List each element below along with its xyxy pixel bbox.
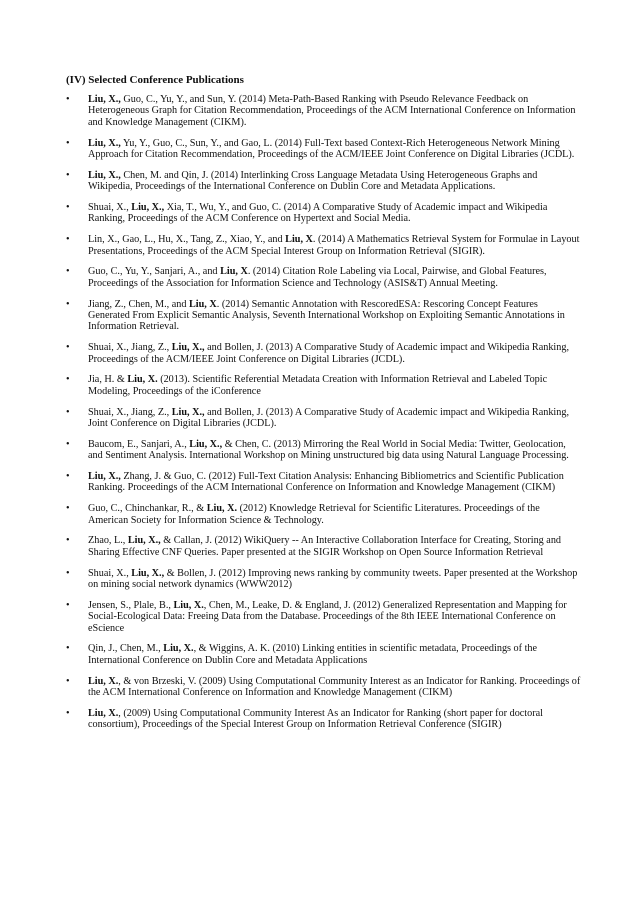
publication-item	[66, 600, 581, 634]
publication-text	[88, 471, 564, 493]
author-highlight: Liu, X.,	[171, 406, 205, 418]
publication-text	[88, 708, 543, 730]
publication-text	[88, 202, 547, 224]
author-highlight: Liu, X.	[163, 643, 194, 655]
publication-text	[88, 299, 565, 333]
citation-text: Lin, X., Gao, L., Hu, X., Tang, Z., Xiao, Y., and	[88, 234, 286, 246]
bullet-icon: •	[66, 503, 70, 515]
author-highlight: Liu, X.,	[131, 202, 165, 214]
publication-item	[66, 374, 581, 397]
publication-item	[66, 471, 581, 494]
citation-text: & Callan, J. (2012) WikiQuery -- An Interactive Collaboration Interface for Creating, Storing and Sharing Effective CNF Queries. Paper presented at the SIGIR Workshop on Open Source Information Retrieval	[88, 535, 562, 558]
publication-item	[66, 202, 581, 225]
author-highlight: Liu, X.,	[131, 567, 165, 579]
publication-text	[88, 170, 537, 192]
author-highlight: Liu, X.,	[127, 535, 161, 547]
citation-text: & Bollen, J. (2012) Improving news ranking by community tweets. Paper presented at the Workshop on mining social network dynamics (WWW2012)	[88, 567, 578, 591]
bullet-icon: •	[66, 94, 70, 105]
author-highlight: Liu, X.	[88, 707, 119, 719]
citation-text: & Chen, C. (2013) Mirroring the Real World in Social Media: Twitter, Geolocation, and Sentiment Analysis. International Workshop on Mining unstructured big data using Natural Language Processing.	[88, 438, 569, 462]
author-highlight: Liu, X.,	[171, 342, 205, 354]
author-highlight: Liu, X.,	[88, 471, 121, 483]
bullet-icon: •	[66, 535, 70, 547]
bullet-icon: •	[66, 202, 70, 214]
bullet-icon: •	[66, 599, 70, 611]
bullet-icon: •	[66, 707, 70, 719]
publication-item	[66, 234, 581, 257]
bullet-icon: •	[66, 137, 70, 149]
citation-text: Xia, T., Wu, Y., and Guo, C. (2014) A Comparative Study of Academic impact and Wikipedia Ranking, Proceedings of the ACM Conference on Hypertext and Social Media.	[88, 202, 548, 225]
citation-text: Jiang, Z., Chen, M., and	[88, 298, 190, 310]
author-highlight: Liu, X	[285, 234, 313, 246]
citation-text: (2013). Scientific Referential Metadata Creation with Information Retrieval and Labeled Topic Modeling, Proceedings of the iConference	[88, 374, 548, 397]
author-highlight: Liu, X.,	[88, 169, 121, 181]
author-highlight: Liu, X	[189, 298, 217, 310]
citation-text: and Bollen, J. (2013) A Comparative Study of Academic impact and Wikipedia Ranking, Joint Conference on Digital Libraries (JCDL).	[88, 406, 569, 430]
citation-text: Baucom, E., Sanjari, A.,	[88, 438, 190, 450]
publication-item	[66, 266, 581, 289]
bullet-icon: •	[66, 643, 70, 655]
publication-text	[88, 535, 561, 557]
bullet-icon: •	[66, 342, 70, 354]
author-highlight: Liu, X.	[206, 503, 238, 515]
publication-text	[88, 138, 574, 160]
citation-text: Yu, Y., Guo, C., Sun, Y., and Gao, L. (2014) Full-Text based Context-Rich Heterogeneous Network Mining Approach for Citation Recommendation, Proceedings of the ACM/IEEE Joint Conference on Digital Libraries (JCDL).	[88, 137, 575, 161]
citation-text: Shuai, X.,	[88, 567, 132, 579]
publication-text	[88, 439, 569, 461]
publication-text	[88, 342, 569, 364]
citation-text: , Chen, M., Leake, D. & England, J. (2012) Generalized Representation and Mapping for Social-Ecological Data: Freeing Data from the Database. Proceedings of the 8th IEEE International Conference on eScience	[88, 599, 567, 634]
citation-text: Jensen, S., Plale, B.,	[88, 599, 174, 611]
publication-text	[88, 374, 547, 396]
publication-item	[66, 708, 581, 731]
citation-text: Shuai, X.,	[88, 202, 132, 214]
publication-text	[88, 503, 540, 525]
bullet-icon: •	[66, 169, 70, 181]
citation-text: Guo, C., Yu, Y., and Sun, Y. (2014) Meta-Path-Based Ranking with Pseudo Relevance Feedback on Heterogeneous Graph for Citation Recommendation, Proceedings of the ACM International Conference on Information and Knowledge Management (CIKM).	[88, 94, 576, 128]
publication-item	[66, 568, 581, 591]
publication-text	[88, 643, 537, 665]
bullet-icon: •	[66, 266, 70, 278]
publication-text	[88, 94, 575, 128]
publication-item	[66, 535, 581, 558]
citation-text: Guo, C., Chinchankar, R., &	[88, 503, 207, 515]
publication-text	[88, 676, 580, 698]
publication-item	[66, 299, 581, 333]
publication-text	[88, 407, 569, 429]
publication-item	[66, 342, 581, 365]
publication-item	[66, 643, 581, 666]
author-highlight: Liu, X.	[88, 675, 119, 687]
publication-item	[66, 407, 581, 430]
publication-item	[66, 503, 581, 526]
author-highlight: Liu, X.,	[88, 137, 121, 149]
citation-text: Qin, J., Chen, M.,	[88, 643, 164, 655]
citation-text: . (2014) Semantic Annotation with RescoredESA: Rescoring Concept Features Generated From Explicit Semantic Analysis, Seventh International Workshop on Exploiting Semantic Annotations in Information Retrieval.	[88, 298, 565, 333]
author-highlight: Liu, X.,	[88, 94, 121, 105]
publication-item	[66, 94, 581, 128]
bullet-icon: •	[66, 406, 70, 418]
citation-text: Shuai, X., Jiang, Z.,	[88, 406, 172, 418]
publication-text	[88, 568, 577, 590]
publication-text	[88, 600, 567, 634]
author-highlight: Liu, X.,	[189, 438, 223, 450]
citation-text: (2012) Knowledge Retrieval for Scientific Literatures. Proceedings of the American Society for Information Science & Technology.	[88, 503, 540, 526]
citation-text: Shuai, X., Jiang, Z.,	[88, 342, 172, 354]
citation-text: , & Wiggins, A. K. (2010) Linking entities in scientific metadata, Proceedings of the International Conference on Dublin Core and Metadata Applications	[88, 643, 538, 666]
citation-text: . (2014) A Mathematics Retrieval System for Formulae in Layout Presentations, Proceedings of the ACM Special Interest Group on Information Retrieval (SIGIR).	[88, 234, 580, 257]
bullet-icon: •	[66, 471, 70, 483]
author-highlight: Liu, X.	[173, 599, 204, 611]
publication-text	[88, 266, 547, 288]
bullet-icon: •	[66, 438, 70, 450]
citation-text: . (2014) Citation Role Labeling via Local, Pairwise, and Global Features, Proceedings of the Association for Information Science and Technology (ASIS&T) Annual Meeting.	[88, 266, 547, 289]
citation-text: , & von Brzeski, V. (2009) Using Computational Community Interest as an Indicator for Ranking. Proceedings of the ACM International Conference on Information and Knowledge Management (CIKM)	[88, 675, 581, 699]
citation-text: and Bollen, J. (2013) A Comparative Study of Academic impact and Wikipedia Ranking, Proceedings of the ACM/IEEE Joint Conference on Digital Libraries (JCDL).	[88, 342, 569, 365]
bullet-icon: •	[66, 234, 70, 246]
publication-text	[88, 234, 579, 256]
bullet-icon: •	[66, 374, 70, 386]
bullet-icon: •	[66, 567, 70, 579]
publication-item	[66, 676, 581, 699]
bullet-icon: •	[66, 298, 70, 310]
citation-text: Chen, M. and Qin, J. (2014) Interlinking Cross Language Metadata Using Heterogeneous Graphs and Wikipedia, Proceedings of the International Conference on Dublin Core and Metadata Applications.	[88, 169, 538, 193]
citation-text: Zhang, J. & Guo, C. (2012) Full-Text Citation Analysis: Enhancing Bibliometrics and Scientific Publication Ranking. Proceedings of the ACM International Conference on Information and Knowledge Management (CIKM)	[88, 471, 564, 494]
author-highlight: Liu, X.	[127, 374, 158, 386]
citation-text: Jia, H. &	[88, 374, 128, 386]
publication-item	[66, 170, 581, 193]
publication-item	[66, 439, 581, 462]
citation-text: Guo, C., Yu, Y., Sanjari, A., and	[88, 266, 221, 278]
author-highlight: Liu, X	[220, 266, 248, 278]
section-title: (IV) Selected Conference Publications	[66, 74, 244, 86]
publication-item	[66, 138, 581, 161]
publication-list	[66, 94, 581, 740]
bullet-icon: •	[66, 675, 70, 687]
citation-text: , (2009) Using Computational Community Interest As an Indicator for Ranking (short paper for doctoral consortium), Proceedings of the Special Interest Group on Information Retrieval Conference (SIGIR)	[88, 707, 543, 731]
citation-text: Zhao, L.,	[88, 535, 128, 547]
